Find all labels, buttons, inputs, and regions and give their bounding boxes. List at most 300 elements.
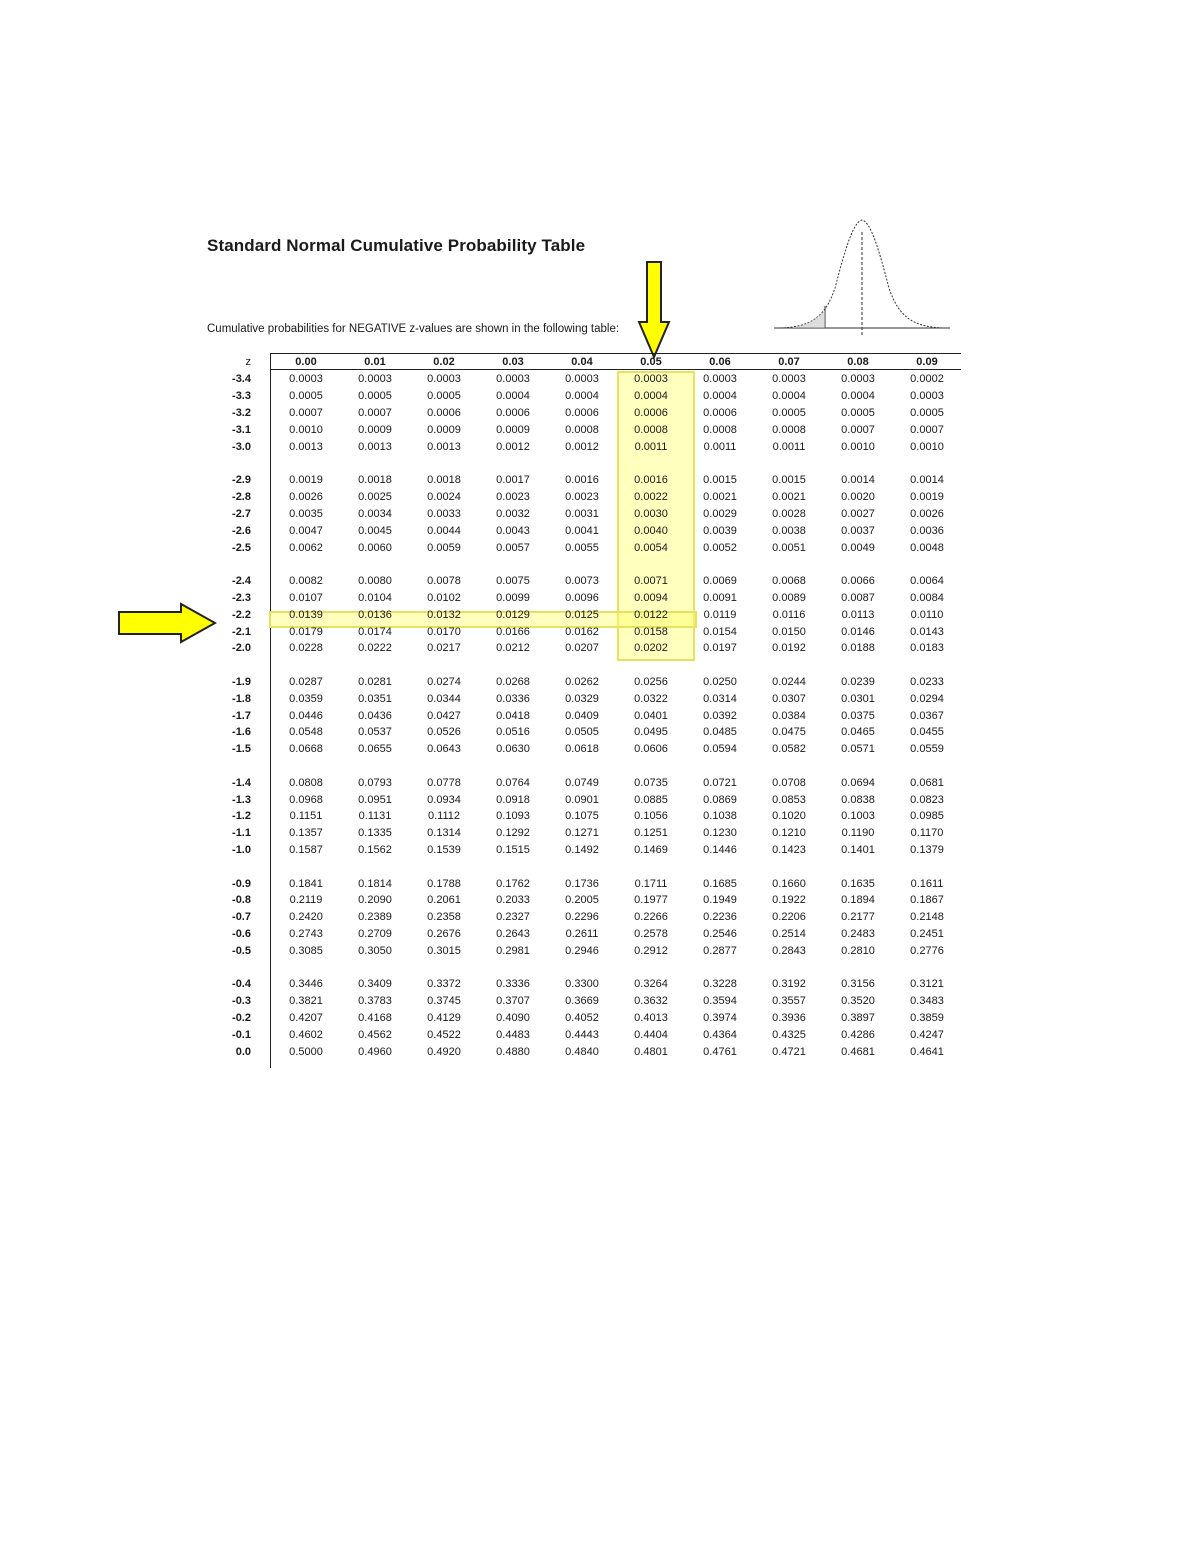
probability-cell: 0.2483 bbox=[841, 928, 875, 941]
probability-cell: 0.0038 bbox=[772, 524, 806, 537]
probability-cell: 0.1446 bbox=[703, 844, 737, 857]
probability-cell: 0.0505 bbox=[565, 726, 599, 739]
probability-cell: 0.2611 bbox=[565, 928, 599, 941]
probability-cell: 0.1867 bbox=[910, 894, 944, 907]
probability-cell: 0.4681 bbox=[841, 1046, 875, 1058]
probability-cell: 0.0207 bbox=[565, 642, 599, 655]
probability-cell: 0.2877 bbox=[703, 945, 737, 958]
probability-cell: 0.1635 bbox=[841, 877, 875, 890]
probability-cell: 0.0009 bbox=[496, 423, 530, 436]
probability-cell: 0.0099 bbox=[496, 591, 530, 604]
probability-cell: 0.0016 bbox=[634, 473, 668, 486]
probability-cell: 0.0013 bbox=[289, 440, 323, 453]
probability-cell: 0.0793 bbox=[358, 776, 392, 789]
probability-cell: 0.0129 bbox=[496, 608, 530, 621]
probability-cell: 0.3936 bbox=[772, 1012, 806, 1025]
z-value-label: -0.9 bbox=[232, 877, 251, 890]
probability-cell: 0.0526 bbox=[427, 726, 461, 739]
probability-cell: 0.0003 bbox=[634, 373, 668, 385]
probability-cell: 0.1357 bbox=[289, 827, 323, 840]
probability-cell: 0.2810 bbox=[841, 945, 875, 958]
column-header: 0.00 bbox=[295, 356, 317, 368]
probability-cell: 0.0336 bbox=[496, 692, 530, 705]
probability-cell: 0.1492 bbox=[565, 844, 599, 857]
probability-cell: 0.0401 bbox=[634, 709, 668, 722]
probability-cell: 0.1230 bbox=[703, 827, 737, 840]
probability-cell: 0.4286 bbox=[841, 1029, 875, 1042]
probability-cell: 0.0274 bbox=[427, 675, 461, 688]
probability-cell: 0.0003 bbox=[910, 389, 944, 402]
probability-cell: 0.3821 bbox=[289, 995, 323, 1008]
probability-cell: 0.0013 bbox=[427, 440, 461, 453]
table-caption: Cumulative probabilities for NEGATIVE z-values are shown in the following table: bbox=[207, 323, 620, 335]
probability-cell: 0.0262 bbox=[565, 675, 599, 688]
probability-cell: 0.0010 bbox=[841, 440, 875, 453]
probability-cell: 0.4761 bbox=[703, 1046, 737, 1058]
probability-cell: 0.0010 bbox=[910, 440, 944, 453]
z-value-label: -3.2 bbox=[232, 406, 251, 419]
probability-cell: 0.0016 bbox=[565, 473, 599, 486]
probability-cell: 0.0035 bbox=[289, 507, 323, 520]
page-title: Standard Normal Cumulative Probability Table bbox=[207, 236, 586, 255]
probability-cell: 0.0011 bbox=[703, 440, 737, 453]
probability-cell: 0.3085 bbox=[289, 945, 323, 958]
probability-cell: 0.0465 bbox=[841, 726, 875, 739]
probability-cell: 0.2514 bbox=[772, 928, 806, 941]
probability-cell: 0.3121 bbox=[910, 978, 944, 991]
probability-cell: 0.0075 bbox=[496, 574, 530, 587]
probability-cell: 0.0062 bbox=[289, 541, 323, 554]
probability-cell: 0.0089 bbox=[772, 591, 806, 604]
probability-cell: 0.0668 bbox=[289, 743, 323, 756]
probability-cell: 0.0005 bbox=[427, 389, 461, 402]
probability-cell: 0.0322 bbox=[634, 692, 668, 705]
z-value-label: -2.8 bbox=[232, 490, 251, 503]
probability-cell: 0.0537 bbox=[358, 726, 392, 739]
probability-cell: 0.4641 bbox=[910, 1046, 944, 1058]
probability-cell: 0.3446 bbox=[289, 978, 323, 991]
probability-cell: 0.4880 bbox=[496, 1046, 530, 1058]
z-value-label: -0.5 bbox=[232, 945, 251, 958]
probability-cell: 0.2420 bbox=[289, 911, 323, 924]
probability-cell: 0.0040 bbox=[634, 524, 668, 537]
probability-cell: 0.0006 bbox=[634, 406, 668, 419]
probability-cell: 0.0006 bbox=[565, 406, 599, 419]
z-value-label: -2.1 bbox=[232, 625, 251, 638]
probability-cell: 0.0192 bbox=[772, 642, 806, 655]
z-value-label: -1.5 bbox=[232, 743, 251, 756]
z-value-label: -0.2 bbox=[232, 1012, 251, 1025]
probability-cell: 0.0004 bbox=[841, 389, 875, 402]
z-header: z bbox=[245, 356, 251, 368]
probability-cell: 0.0351 bbox=[358, 692, 392, 705]
probability-cell: 0.1423 bbox=[772, 844, 806, 857]
probability-cell: 0.3783 bbox=[358, 995, 392, 1008]
probability-cell: 0.3156 bbox=[841, 978, 875, 991]
z-value-label: -0.3 bbox=[232, 995, 251, 1008]
column-header: 0.06 bbox=[709, 356, 731, 368]
probability-cell: 0.4364 bbox=[703, 1029, 737, 1042]
probability-cell: 0.0823 bbox=[910, 793, 944, 806]
probability-cell: 0.0158 bbox=[634, 625, 668, 638]
column-header: 0.08 bbox=[847, 356, 869, 368]
probability-cell: 0.0455 bbox=[910, 726, 944, 739]
right-arrow-icon bbox=[117, 602, 217, 644]
probability-cell: 0.2912 bbox=[634, 945, 668, 958]
probability-cell: 0.0778 bbox=[427, 776, 461, 789]
probability-cell: 0.0901 bbox=[565, 793, 599, 806]
probability-cell: 0.0735 bbox=[634, 776, 668, 789]
z-value-label: -1.7 bbox=[232, 709, 251, 722]
probability-cell: 0.1131 bbox=[358, 810, 392, 823]
probability-cell: 0.0037 bbox=[841, 524, 875, 537]
probability-cell: 0.0003 bbox=[289, 373, 323, 385]
z-value-label: -2.5 bbox=[232, 541, 251, 554]
probability-cell: 0.0003 bbox=[496, 373, 530, 385]
probability-cell: 0.3483 bbox=[910, 995, 944, 1008]
probability-cell: 0.0021 bbox=[772, 490, 806, 503]
probability-cell: 0.1539 bbox=[427, 844, 461, 857]
probability-cell: 0.4090 bbox=[496, 1012, 530, 1025]
probability-cell: 0.0885 bbox=[634, 793, 668, 806]
probability-cell: 0.0256 bbox=[634, 675, 668, 688]
probability-cell: 0.0764 bbox=[496, 776, 530, 789]
probability-cell: 0.0019 bbox=[289, 473, 323, 486]
probability-cell: 0.0003 bbox=[841, 373, 875, 385]
probability-cell: 0.4483 bbox=[496, 1029, 530, 1042]
probability-cell: 0.0059 bbox=[427, 541, 461, 554]
probability-cell: 0.0036 bbox=[910, 524, 944, 537]
probability-cell: 0.0031 bbox=[565, 507, 599, 520]
probability-cell: 0.0301 bbox=[841, 692, 875, 705]
z-value-label: -2.3 bbox=[232, 591, 251, 604]
probability-cell: 0.1379 bbox=[910, 844, 944, 857]
z-value-label: -1.3 bbox=[232, 793, 251, 806]
probability-cell: 0.0004 bbox=[565, 389, 599, 402]
probability-cell: 0.0548 bbox=[289, 726, 323, 739]
probability-cell: 0.0004 bbox=[496, 389, 530, 402]
z-value-label: -2.6 bbox=[232, 524, 251, 537]
probability-cell: 0.0643 bbox=[427, 743, 461, 756]
probability-cell: 0.0307 bbox=[772, 692, 806, 705]
probability-cell: 0.1335 bbox=[358, 827, 392, 840]
probability-cell: 0.1271 bbox=[565, 827, 599, 840]
probability-cell: 0.0681 bbox=[910, 776, 944, 789]
probability-cell: 0.4168 bbox=[358, 1012, 392, 1025]
probability-cell: 0.0021 bbox=[703, 490, 737, 503]
probability-cell: 0.0294 bbox=[910, 692, 944, 705]
probability-cell: 0.0559 bbox=[910, 743, 944, 756]
probability-cell: 0.0012 bbox=[496, 440, 530, 453]
z-value-label: -1.1 bbox=[232, 827, 251, 840]
z-value-label: -1.4 bbox=[232, 776, 251, 789]
probability-cell: 0.4404 bbox=[634, 1029, 668, 1042]
probability-cell: 0.0375 bbox=[841, 709, 875, 722]
column-header: 0.04 bbox=[571, 356, 593, 368]
probability-cell: 0.3336 bbox=[496, 978, 530, 991]
probability-cell: 0.0069 bbox=[703, 574, 737, 587]
probability-cell: 0.1587 bbox=[289, 844, 323, 857]
probability-cell: 0.0006 bbox=[496, 406, 530, 419]
probability-cell: 0.3520 bbox=[841, 995, 875, 1008]
probability-cell: 0.0026 bbox=[289, 490, 323, 503]
probability-cell: 0.0047 bbox=[289, 524, 323, 537]
probability-cell: 0.4840 bbox=[565, 1046, 599, 1058]
probability-cell: 0.2643 bbox=[496, 928, 530, 941]
probability-cell: 0.0052 bbox=[703, 541, 737, 554]
probability-cell: 0.0281 bbox=[358, 675, 392, 688]
probability-cell: 0.2296 bbox=[565, 911, 599, 924]
z-value-label: -0.4 bbox=[232, 978, 251, 991]
probability-cell: 0.0073 bbox=[565, 574, 599, 587]
probability-cell: 0.1894 bbox=[841, 894, 875, 907]
probability-cell: 0.4443 bbox=[565, 1029, 599, 1042]
probability-cell: 0.0239 bbox=[841, 675, 875, 688]
probability-cell: 0.0951 bbox=[358, 793, 392, 806]
probability-cell: 0.2119 bbox=[289, 894, 323, 907]
z-value-label: -3.0 bbox=[232, 440, 251, 453]
probability-cell: 0.0146 bbox=[841, 625, 875, 638]
probability-cell: 0.0571 bbox=[841, 743, 875, 756]
probability-cell: 0.0003 bbox=[427, 373, 461, 385]
probability-cell: 0.2709 bbox=[358, 928, 392, 941]
column-header: 0.02 bbox=[433, 356, 455, 368]
probability-cell: 0.2578 bbox=[634, 928, 668, 941]
probability-cell: 0.3859 bbox=[910, 1012, 944, 1025]
probability-cell: 0.2177 bbox=[841, 911, 875, 924]
probability-cell: 0.0004 bbox=[772, 389, 806, 402]
probability-cell: 0.0028 bbox=[772, 507, 806, 520]
probability-cell: 0.1562 bbox=[358, 844, 392, 857]
probability-cell: 0.1170 bbox=[910, 827, 944, 840]
probability-cell: 0.0023 bbox=[496, 490, 530, 503]
probability-cell: 0.2358 bbox=[427, 911, 461, 924]
probability-cell: 0.0014 bbox=[841, 473, 875, 486]
probability-cell: 0.3897 bbox=[841, 1012, 875, 1025]
z-value-label: -2.9 bbox=[232, 473, 251, 486]
probability-cell: 0.0005 bbox=[772, 406, 806, 419]
z-value-label: -2.7 bbox=[232, 507, 251, 520]
probability-cell: 0.0179 bbox=[289, 625, 323, 638]
probability-cell: 0.4801 bbox=[634, 1046, 668, 1058]
probability-cell: 0.0018 bbox=[427, 473, 461, 486]
z-value-label: -1.0 bbox=[232, 844, 251, 857]
probability-cell: 0.3409 bbox=[358, 978, 392, 991]
probability-cell: 0.0749 bbox=[565, 776, 599, 789]
probability-cell: 0.0017 bbox=[496, 473, 530, 486]
probability-cell: 0.0041 bbox=[565, 524, 599, 537]
probability-cell: 0.0122 bbox=[634, 608, 668, 621]
probability-cell: 0.0427 bbox=[427, 709, 461, 722]
table-header bbox=[207, 353, 961, 371]
column-header: 0.03 bbox=[502, 356, 524, 368]
probability-cell: 0.0003 bbox=[703, 373, 737, 385]
probability-cell: 0.3974 bbox=[703, 1012, 737, 1025]
probability-cell: 0.0104 bbox=[358, 591, 392, 604]
probability-cell: 0.0045 bbox=[358, 524, 392, 537]
probability-cell: 0.0014 bbox=[910, 473, 944, 486]
probability-cell: 0.0132 bbox=[427, 608, 461, 621]
probability-cell: 0.0043 bbox=[496, 524, 530, 537]
z-value-label: -0.1 bbox=[232, 1029, 251, 1042]
z-value-label: -1.2 bbox=[232, 810, 251, 823]
probability-cell: 0.1762 bbox=[496, 877, 530, 890]
probability-cell: 0.0008 bbox=[772, 423, 806, 436]
probability-cell: 0.0060 bbox=[358, 541, 392, 554]
probability-cell: 0.0485 bbox=[703, 726, 737, 739]
probability-cell: 0.2090 bbox=[358, 894, 392, 907]
z-value-label: -1.6 bbox=[232, 726, 251, 739]
probability-cell: 0.2981 bbox=[496, 945, 530, 958]
probability-cell: 0.0013 bbox=[358, 440, 392, 453]
probability-cell: 0.1112 bbox=[427, 810, 460, 823]
probability-cell: 0.0222 bbox=[358, 642, 392, 655]
probability-cell: 0.0314 bbox=[703, 692, 737, 705]
probability-cell: 0.0094 bbox=[634, 591, 668, 604]
probability-cell: 0.0051 bbox=[772, 541, 806, 554]
probability-cell: 0.0008 bbox=[634, 423, 668, 436]
probability-cell: 0.2451 bbox=[910, 928, 944, 941]
probability-cell: 0.1401 bbox=[841, 844, 875, 857]
probability-cell: 0.0244 bbox=[772, 675, 806, 688]
probability-cell: 0.3745 bbox=[427, 995, 461, 1008]
probability-cell: 0.2266 bbox=[634, 911, 668, 924]
probability-cell: 0.0008 bbox=[565, 423, 599, 436]
probability-cell: 0.0087 bbox=[841, 591, 875, 604]
probability-cell: 0.0136 bbox=[358, 608, 392, 621]
down-arrow-icon bbox=[637, 260, 671, 360]
probability-cell: 0.0080 bbox=[358, 574, 392, 587]
probability-cell: 0.0869 bbox=[703, 793, 737, 806]
probability-cell: 0.0170 bbox=[427, 625, 461, 638]
column-header: 0.05 bbox=[640, 356, 662, 368]
probability-cell: 0.3015 bbox=[427, 945, 461, 958]
probability-cell: 0.0064 bbox=[910, 574, 944, 587]
probability-cell: 0.0154 bbox=[703, 625, 737, 638]
probability-cell: 0.0027 bbox=[841, 507, 875, 520]
probability-cell: 0.0008 bbox=[703, 423, 737, 436]
probability-cell: 0.3264 bbox=[634, 978, 668, 991]
probability-cell: 0.0287 bbox=[289, 675, 323, 688]
probability-cell: 0.0022 bbox=[634, 490, 668, 503]
probability-cell: 0.2946 bbox=[565, 945, 599, 958]
probability-cell: 0.1038 bbox=[703, 810, 737, 823]
probability-cell: 0.1841 bbox=[289, 877, 323, 890]
probability-cell: 0.1093 bbox=[496, 810, 530, 823]
probability-cell: 0.0174 bbox=[358, 625, 392, 638]
probability-cell: 0.1949 bbox=[703, 894, 737, 907]
probability-cell: 0.0233 bbox=[910, 675, 944, 688]
probability-cell: 0.1515 bbox=[496, 844, 530, 857]
probability-cell: 0.0838 bbox=[841, 793, 875, 806]
probability-cell: 0.0012 bbox=[565, 440, 599, 453]
probability-cell: 0.0655 bbox=[358, 743, 392, 756]
probability-cell: 0.0048 bbox=[910, 541, 944, 554]
column-header: 0.09 bbox=[916, 356, 938, 368]
probability-cell: 0.0516 bbox=[496, 726, 530, 739]
column-header: 0.07 bbox=[778, 356, 800, 368]
z-value-label: -0.7 bbox=[232, 911, 251, 924]
probability-cell: 0.3594 bbox=[703, 995, 737, 1008]
probability-cell: 0.3228 bbox=[703, 978, 737, 991]
probability-cell: 0.0004 bbox=[703, 389, 737, 402]
probability-cell: 0.0418 bbox=[496, 709, 530, 722]
probability-cell: 0.4562 bbox=[358, 1029, 392, 1042]
probability-cell: 0.1977 bbox=[634, 894, 668, 907]
probability-cell: 0.0968 bbox=[289, 793, 323, 806]
probability-cell: 0.4602 bbox=[289, 1029, 323, 1042]
probability-cell: 0.2776 bbox=[910, 945, 944, 958]
probability-cell: 0.0495 bbox=[634, 726, 668, 739]
probability-cell: 0.0055 bbox=[565, 541, 599, 554]
probability-cell: 0.2843 bbox=[772, 945, 806, 958]
z-column-divider bbox=[270, 353, 271, 1068]
probability-cell: 0.0594 bbox=[703, 743, 737, 756]
probability-cell: 0.1075 bbox=[565, 810, 599, 823]
probability-cell: 0.0078 bbox=[427, 574, 461, 587]
probability-cell: 0.0096 bbox=[565, 591, 599, 604]
probability-cell: 0.2061 bbox=[427, 894, 461, 907]
probability-cell: 0.0409 bbox=[565, 709, 599, 722]
probability-cell: 0.0057 bbox=[496, 541, 530, 554]
probability-cell: 0.0007 bbox=[910, 423, 944, 436]
probability-cell: 0.0212 bbox=[496, 642, 530, 655]
probability-cell: 0.0034 bbox=[358, 507, 392, 520]
z-value-label: -0.6 bbox=[232, 928, 251, 941]
probability-cell: 0.1660 bbox=[772, 877, 806, 890]
probability-cell: 0.0066 bbox=[841, 574, 875, 587]
probability-cell: 0.0708 bbox=[772, 776, 806, 789]
probability-cell: 0.0918 bbox=[496, 793, 530, 806]
probability-cell: 0.0005 bbox=[289, 389, 323, 402]
probability-cell: 0.0250 bbox=[703, 675, 737, 688]
probability-cell: 0.0004 bbox=[634, 389, 668, 402]
probability-cell: 0.0446 bbox=[289, 709, 323, 722]
probability-cell: 0.0606 bbox=[634, 743, 668, 756]
probability-cell: 0.1020 bbox=[772, 810, 806, 823]
probability-cell: 0.0082 bbox=[289, 574, 323, 587]
z-value-label: -3.1 bbox=[232, 423, 251, 436]
probability-cell: 0.0721 bbox=[703, 776, 737, 789]
probability-cell: 0.1736 bbox=[565, 877, 599, 890]
probability-cell: 0.0032 bbox=[496, 507, 530, 520]
probability-cell: 0.0202 bbox=[634, 642, 668, 655]
probability-cell: 0.1151 bbox=[289, 810, 323, 823]
probability-cell: 0.1292 bbox=[496, 827, 530, 840]
probability-cell: 0.4920 bbox=[427, 1046, 461, 1058]
probability-cell: 0.3050 bbox=[358, 945, 392, 958]
probability-cell: 0.3372 bbox=[427, 978, 461, 991]
probability-cell: 0.0102 bbox=[427, 591, 461, 604]
probability-cell: 0.1611 bbox=[910, 877, 944, 890]
probability-cell: 0.0582 bbox=[772, 743, 806, 756]
probability-cell: 0.1003 bbox=[841, 810, 875, 823]
probability-cell: 0.0025 bbox=[358, 490, 392, 503]
probability-cell: 0.1685 bbox=[703, 877, 737, 890]
probability-cell: 0.0044 bbox=[427, 524, 461, 537]
probability-cell: 0.0019 bbox=[910, 490, 944, 503]
probability-cell: 0.0024 bbox=[427, 490, 461, 503]
probability-cell: 0.0023 bbox=[565, 490, 599, 503]
probability-cell: 0.4247 bbox=[910, 1029, 944, 1042]
column-header: 0.01 bbox=[364, 356, 386, 368]
probability-cell: 0.0618 bbox=[565, 743, 599, 756]
probability-cell: 0.1814 bbox=[358, 877, 392, 890]
probability-cell: 0.1210 bbox=[772, 827, 806, 840]
probability-cell: 0.2743 bbox=[289, 928, 323, 941]
probability-cell: 0.0054 bbox=[634, 541, 668, 554]
probability-cell: 0.0384 bbox=[772, 709, 806, 722]
